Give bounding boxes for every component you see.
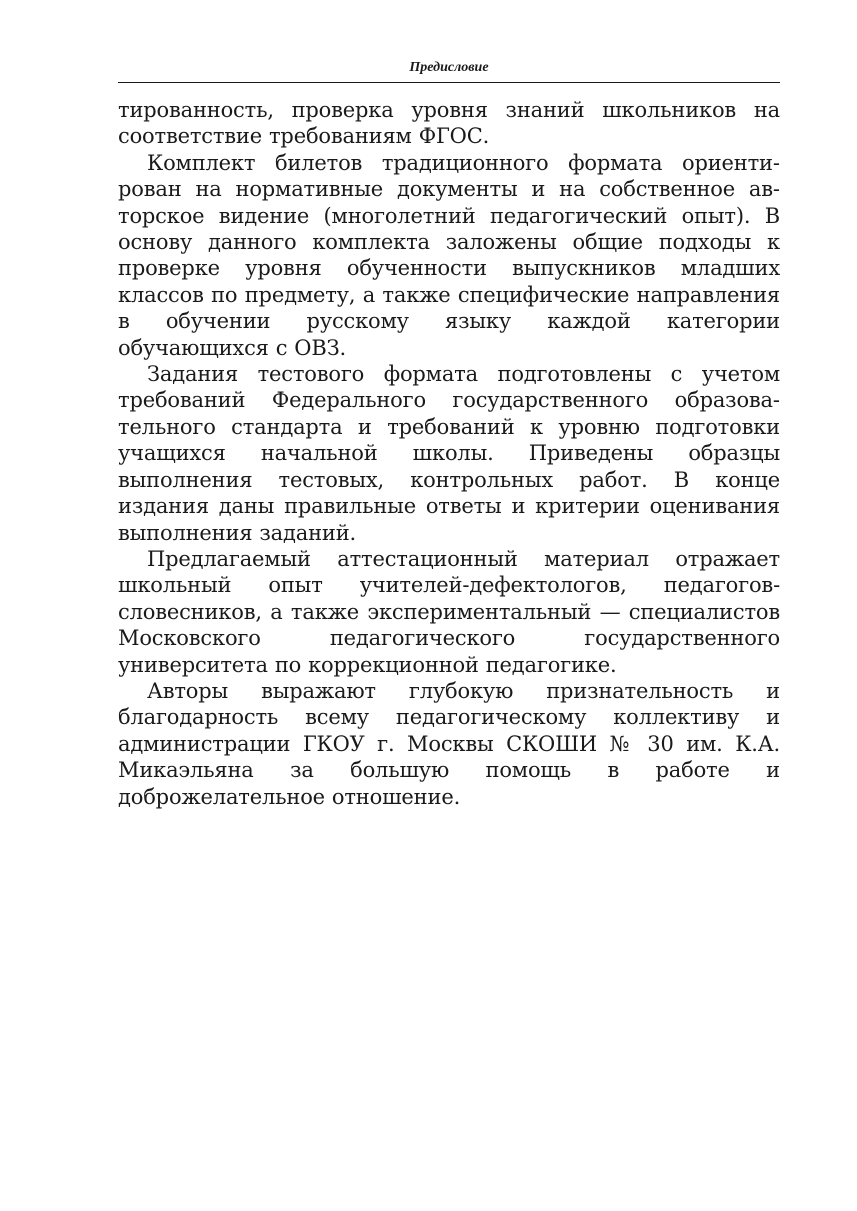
running-header — [118, 58, 780, 83]
body-text — [118, 97, 780, 810]
header-title: Предисловие — [409, 60, 489, 75]
paragraph-acknowledgements: Авторы выражают глубокую признательность и благодарность всему педагогическому коллективу и администрации ГКОУ г. Москвы СКОШИ № 30 им. К.А. Микаэльяна за большую помощь в работе и доброжелательное отношение. — [118, 678, 780, 809]
paragraph-attestation-material: Предлагаемый аттестационный материал отражает школьный опыт учителей-дефектологов, педагогов-словесников, а также экспериментальный — специалистов Московского педагогического государственного университета по коррекционной педагогике. — [118, 546, 780, 677]
paragraph-continuation: тированность, проверка уровня знаний школьников на соответствие требованиям ФГОС. — [118, 98, 780, 149]
paragraph-ticket-set: Комплект билетов традиционного формата ориентирован на нормативные документы и на собственное авторское видение (многолетний педагогический опыт). В основу данного комплекта заложены общие подходы к проверке уровня обученности выпускников младших классов по предмету, а также специфические направления в обучении русскому языку каждой категории обучающихся с ОВЗ. — [118, 150, 780, 360]
paragraph-test-tasks: Задания тестового формата подготовлены с учетом требований Федерального государственного образовательного стандарта и требований к уровню подготовки учащихся начальной школы. Приведены образцы выполнения тестовых, контрольных работ. В конце издания даны правильные ответы и критерии оценивания выполнения заданий. — [118, 362, 780, 545]
